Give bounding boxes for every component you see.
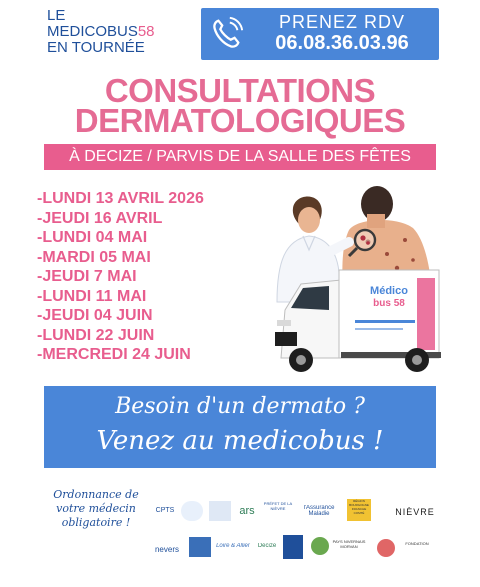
poster-title bbox=[29, 72, 451, 139]
partner-logos bbox=[151, 497, 441, 567]
region-logo: RÉGION BOURGOGNE FRANCHE COMTÉ bbox=[347, 499, 371, 521]
partner-logo bbox=[311, 537, 329, 555]
title-line-1: CONSULTATIONS bbox=[104, 72, 376, 109]
medicobus-brand bbox=[47, 8, 197, 56]
brand-number: 58 bbox=[137, 23, 155, 40]
loire-allier-logo: Loire & Allier bbox=[216, 543, 250, 549]
date-item: -LUNDI 13 AVRIL 2026 bbox=[37, 190, 204, 207]
banner-line-1: Besoin d'un dermato ? bbox=[115, 394, 365, 419]
prescription-line-3: obligatoire ! bbox=[61, 516, 131, 529]
prefet-logo: PRÉFET DE LA NIÈVRE bbox=[263, 501, 293, 511]
van-logo-number: bus 58 bbox=[373, 298, 405, 309]
partner-logo bbox=[189, 537, 211, 557]
brand-line-3: EN TOURNÉE bbox=[47, 39, 145, 56]
appointment-title: PRENEZ RDV bbox=[278, 12, 405, 32]
date-item: -MERCREDI 24 JUIN bbox=[37, 346, 191, 363]
brand-line-1: LE bbox=[47, 7, 66, 24]
date-item: -LUNDI 11 MAI bbox=[37, 287, 147, 305]
call-to-action-banner bbox=[44, 386, 436, 468]
date-item: -LUNDI 04 MAI bbox=[37, 229, 148, 246]
date-item: -LUNDI 22 JUIN bbox=[37, 326, 155, 344]
partner-logo bbox=[283, 535, 303, 559]
appointment-box bbox=[201, 8, 439, 60]
decize-logo: Decize bbox=[257, 543, 277, 549]
partner-logo bbox=[209, 501, 231, 521]
ars-logo: ars bbox=[239, 505, 255, 517]
nievre-logo: NIÈVRE bbox=[395, 507, 435, 517]
location-banner: À DECIZE / PARVIS DE LA SALLE DES FÊTES bbox=[44, 144, 436, 170]
van-logo-text: Médico bbox=[370, 285, 408, 297]
title-line-2: DERMATOLOGIQUES bbox=[74, 102, 406, 139]
date-item: -MARDI 05 MAI bbox=[37, 248, 151, 266]
poster bbox=[29, 0, 451, 587]
prescription-line-1: Ordonnance de bbox=[53, 488, 139, 501]
date-item: -JEUDI 04 JUIN bbox=[37, 307, 153, 324]
medicobus-van bbox=[275, 270, 441, 372]
assurance-maladie-logo: l'Assurance Maladie bbox=[303, 505, 335, 517]
prescription-notice bbox=[41, 488, 151, 530]
date-item: -JEUDI 7 MAI bbox=[37, 268, 137, 285]
partner-logo bbox=[377, 539, 395, 557]
brand-line-2 bbox=[47, 24, 197, 40]
cpts-logo: CPTS bbox=[155, 507, 175, 514]
phone-icon bbox=[207, 15, 245, 53]
doctor-van-illustration bbox=[237, 182, 443, 382]
dates-list bbox=[37, 189, 252, 365]
appointment-phone: 06.08.36.03.96 bbox=[275, 32, 409, 54]
banner-line-2: Venez au medicobus ! bbox=[96, 426, 384, 456]
fondation-logo: FONDATION bbox=[405, 541, 429, 546]
brand-name: MEDICOBUS bbox=[47, 23, 138, 40]
partner-logo bbox=[181, 501, 203, 521]
date-item: -JEUDI 16 AVRIL bbox=[37, 209, 163, 227]
prescription-line-2: votre médecin bbox=[56, 502, 136, 515]
nevers-logo: nevers bbox=[154, 545, 179, 554]
morvan-logo: PAYS NIVERNAIS MORVAN bbox=[332, 539, 366, 549]
